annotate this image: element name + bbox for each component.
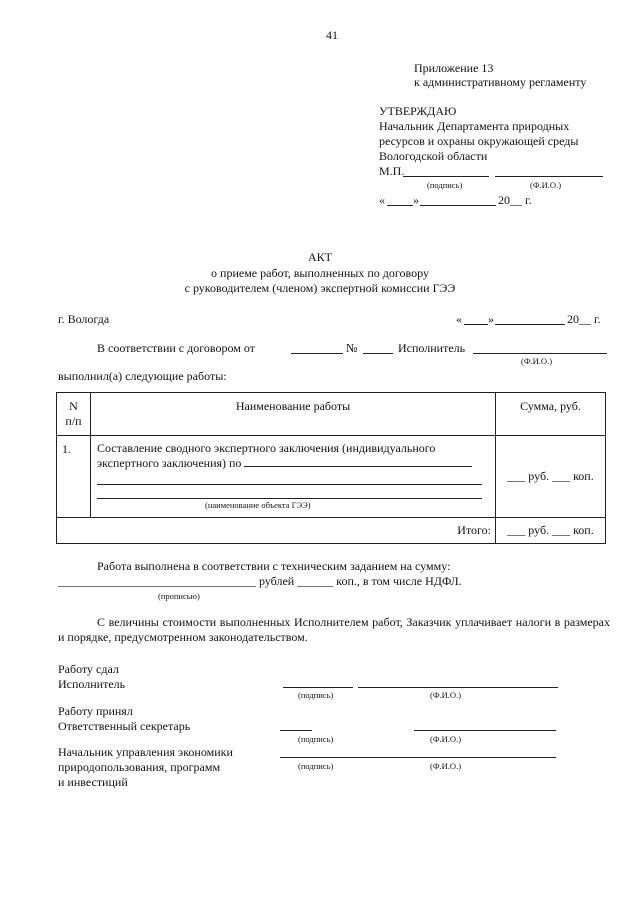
approval-month-line	[420, 205, 496, 206]
total-sum: ___ руб. ___ коп.	[507, 523, 594, 537]
performed-text: выполнил(а) следующие работы:	[58, 369, 227, 383]
total-sum-cell	[496, 518, 606, 544]
table-header-row	[57, 393, 606, 436]
handed-label-1: Работу сдал	[58, 662, 119, 676]
head-label-2: природопользования, программ	[58, 760, 221, 774]
row-object-line-1	[244, 456, 472, 467]
col-num-header-n: N	[69, 399, 78, 413]
contract-number-sign: №	[346, 341, 358, 355]
row-num: 1.	[62, 442, 71, 456]
col-name-header-text: Наименование работы	[235, 399, 351, 413]
handed-label-2: Исполнитель	[58, 677, 126, 691]
approval-fio-line	[495, 176, 603, 177]
handed-fio-line	[358, 687, 558, 688]
amount-caption: (прописью)	[158, 591, 200, 601]
head-signature-line	[280, 757, 556, 758]
page-number: 41	[326, 28, 338, 42]
contract-text: В соответствии с договором от	[97, 341, 255, 355]
act-subtitle-1: о приеме работ, выполненных по договору	[211, 266, 429, 280]
executor-fio-caption: (Ф.И.О.)	[521, 356, 553, 366]
act-day-line	[464, 324, 488, 325]
col-num-header-pp: п/п	[65, 414, 82, 428]
row-object-line-2	[97, 471, 482, 485]
total-label-cell	[57, 518, 496, 544]
col-name-header	[91, 393, 496, 436]
row-desc-line-2: экспертного заключения) по	[97, 456, 242, 470]
head-label-3: и инвестиций	[58, 775, 128, 789]
taxes-paragraph: С величины стоимости выполненных Исполнителем работ, Заказчик уплачивает налоги в размерах и порядке, предусмотренном законодательством.	[58, 615, 610, 644]
approval-mp: М.П.	[379, 164, 405, 178]
city: г. Вологда	[58, 312, 110, 326]
approve-heading: УТВЕРЖДАЮ	[379, 104, 457, 118]
total-label: Итого:	[457, 523, 491, 537]
act-title: АКТ	[308, 250, 332, 264]
approval-line-1: Начальник Департамента природных	[379, 119, 570, 133]
handed-sign-caption: (подпись)	[298, 690, 334, 700]
accepted-fio-caption: (Ф.И.О.)	[430, 734, 462, 744]
approval-sign-caption: (подпись)	[427, 180, 463, 190]
approval-sign-line	[403, 176, 489, 177]
row-sum-cell	[496, 436, 606, 518]
approval-fio-caption: (Ф.И.О.)	[530, 180, 562, 190]
head-fio-caption: (Ф.И.О.)	[430, 761, 462, 771]
row-object-line-3	[97, 485, 482, 499]
contract-number-line	[363, 353, 393, 354]
col-num-header	[57, 393, 91, 436]
row-object-caption: (наименование объекта ГЭЭ)	[205, 500, 311, 510]
works-table	[56, 392, 606, 544]
approval-date-open: «	[379, 193, 385, 207]
head-sign-caption: (подпись)	[298, 761, 334, 771]
approval-line-2: ресурсов и охраны окружающей среды	[379, 134, 579, 148]
col-sum-header	[496, 393, 606, 436]
accepted-label-2: Ответственный секретарь	[58, 719, 191, 733]
row-num-cell	[57, 436, 91, 518]
act-year: 20__ г.	[567, 312, 601, 326]
accepted-fio-line	[414, 730, 556, 731]
table-row	[57, 436, 606, 518]
appendix-line-2: к административному регламенту	[414, 75, 587, 89]
accepted-sign-caption: (подпись)	[298, 734, 334, 744]
amount-line-1: Работа выполнена в соответствии с техническим заданием на сумму:	[97, 559, 451, 573]
row-desc-line-1: Составление сводного экспертного заключения (индивидуального	[97, 441, 436, 455]
act-subtitle-2: с руководителем (членом) экспертной комиссии ГЭЭ	[184, 281, 456, 295]
act-date-open: «	[456, 312, 462, 326]
approval-line-3: Вологодской области	[379, 149, 488, 163]
accepted-label-1: Работу принял	[58, 704, 133, 718]
contract-date-line	[291, 353, 343, 354]
head-label-1: Начальник управления экономики	[58, 745, 233, 759]
table-total-row	[57, 518, 606, 544]
row-desc-cell	[91, 436, 496, 518]
executor-fio-line	[473, 353, 607, 354]
approval-day-line	[387, 205, 413, 206]
approval-year: 20__ г.	[498, 193, 532, 207]
appendix-line-1: Приложение 13	[414, 61, 494, 75]
act-date-close: »	[488, 312, 494, 326]
row-sum: ___ руб. ___ коп.	[507, 469, 594, 483]
approval-date-close: »	[413, 193, 419, 207]
handed-sign-line	[283, 687, 353, 688]
act-month-line	[495, 324, 565, 325]
accepted-sign-line	[280, 730, 312, 731]
amount-line-2: _________________________________ рублей ______ коп., в том числе НДФЛ.	[58, 574, 462, 588]
col-sum-header-text: Сумма, руб.	[520, 399, 581, 413]
executor-label: Исполнитель	[398, 341, 466, 355]
handed-fio-caption: (Ф.И.О.)	[430, 690, 462, 700]
